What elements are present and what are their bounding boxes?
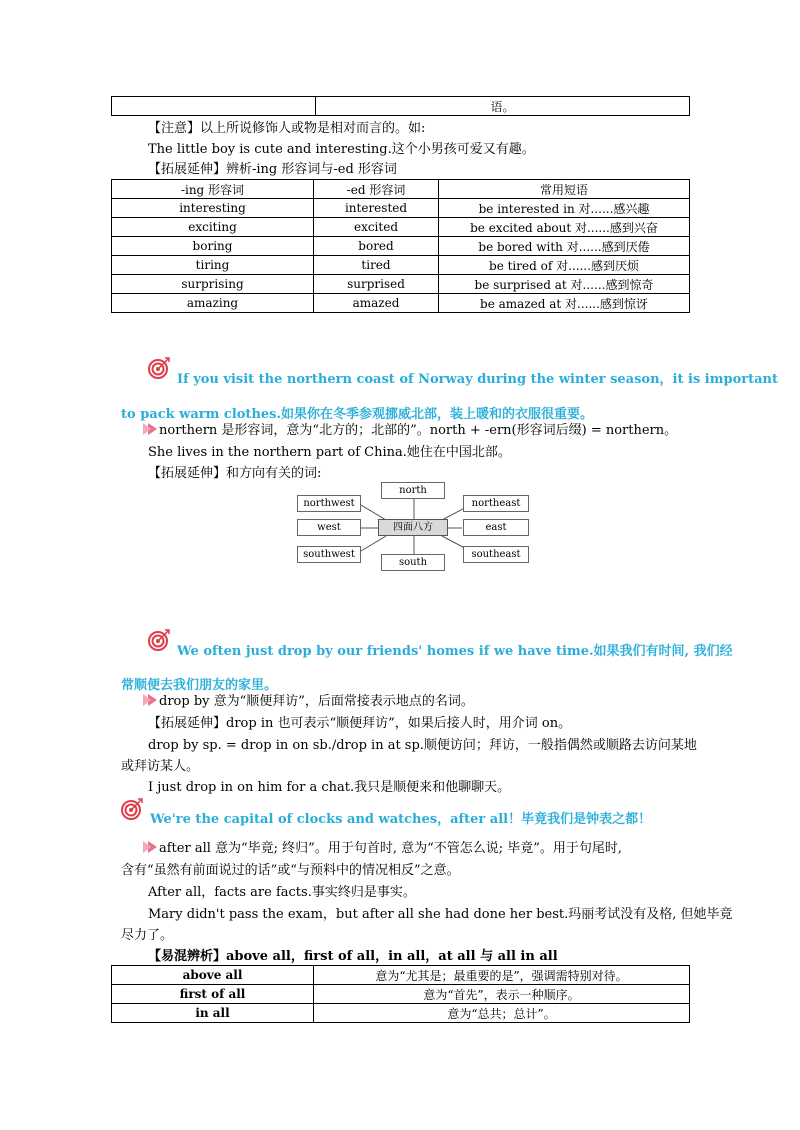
table-row: [112, 218, 690, 237]
table-row: [112, 199, 690, 218]
top-table-cell: 语。: [316, 97, 690, 116]
direction-south: south: [381, 554, 445, 571]
table-row: [112, 256, 690, 275]
table-cell: surprised: [314, 275, 439, 294]
table-cell: surprising: [112, 275, 314, 294]
section-heading-continued: to pack warm clothes.如果你在冬季参观挪威北部，装上暖和的衣服很重要。: [121, 407, 594, 422]
direction-east: east: [463, 519, 529, 536]
section-heading-continued: 常顺便去我们朋友的家里。: [121, 678, 278, 693]
top-table: [111, 96, 690, 116]
table-header: -ing 形容词: [112, 180, 314, 199]
table-header: -ed 形容词: [314, 180, 439, 199]
table-row: [112, 275, 690, 294]
arrow-marker-icon: [148, 423, 157, 435]
paragraph-text: drop by 意为“顺便拜访”，后面常接表示地点的名词。: [159, 694, 474, 709]
example-sentence: She lives in the northern part of China.她住在中国北部。: [148, 445, 511, 460]
paragraph: [148, 693, 474, 711]
table-cell: interesting: [112, 199, 314, 218]
direction-southeast: southeast: [463, 546, 529, 563]
table-cell-phrase: first of all: [112, 985, 314, 1004]
example-sentence: After all，facts are facts.事实终归是事实。: [148, 885, 416, 900]
paragraph: drop by sp. = drop in on sb./drop in at sp.顺便访问；拜访，一般指偶然或顺路去访问某地: [148, 738, 697, 753]
direction-center: 四面八方: [378, 519, 448, 536]
target-icon: [148, 629, 170, 651]
table-cell: be bored with 对......感到厌倦: [439, 237, 690, 256]
direction-northeast: northeast: [463, 495, 529, 512]
table-cell: amazed: [314, 294, 439, 313]
table-cell-meaning: 意为“首先”，表示一种顺序。: [314, 985, 690, 1004]
paragraph-continued: 含有“虽然有前面说过的话”或“与预料中的情况相反”之意。: [121, 863, 460, 878]
table-cell-meaning: 意为“尤其是；最重要的是”，强调需特别对待。: [314, 966, 690, 985]
table-row: [112, 985, 690, 1004]
paragraph-continued: 或拜访某人。: [121, 759, 200, 774]
target-icon: [148, 357, 170, 379]
section-heading: If you visit the northern coast of Norway during the winter season，it is important: [177, 372, 778, 387]
table-cell: excited: [314, 218, 439, 237]
direction-west: west: [297, 519, 361, 536]
target-icon: [121, 798, 143, 820]
table-row: [112, 966, 690, 985]
section-heading: We're the capital of clocks and watches，after all！毕竟我们是钟表之都！: [150, 812, 652, 827]
table-cell: tiring: [112, 256, 314, 275]
direction-southwest: southwest: [297, 546, 361, 563]
adjective-table: [111, 179, 690, 313]
paragraph: [148, 422, 677, 440]
table-cell-phrase: in all: [112, 1004, 314, 1023]
table-row: [112, 1004, 690, 1023]
phrase-table: [111, 965, 690, 1023]
paragraph-text: northern 是形容词，意为“北方的；北部的”。north + -ern(形容词后缀) = northern。: [159, 423, 678, 438]
table-cell-meaning: 意为“总共；总计”。: [314, 1004, 690, 1023]
note-line: 【注意】以上所说修饰人或物是相对而言的。如:: [148, 121, 426, 136]
confusable-heading: 【易混辨析】above all，first of all，in all，at all 与 all in all: [148, 949, 558, 964]
table-cell: be interested in 对......感兴趣: [439, 199, 690, 218]
table-cell: be surprised at 对......感到惊奇: [439, 275, 690, 294]
extension-heading: 【拓展延伸】和方向有关的词:: [148, 466, 322, 481]
top-table-cell-empty: [112, 97, 316, 116]
table-cell: be excited about 对......感到兴奋: [439, 218, 690, 237]
arrow-marker-icon: [148, 841, 157, 853]
arrow-marker-icon: [148, 694, 157, 706]
table-cell: exciting: [112, 218, 314, 237]
table-row: [112, 237, 690, 256]
direction-north: north: [381, 482, 445, 499]
table-cell: boring: [112, 237, 314, 256]
table-header-row: [112, 180, 690, 199]
section-heading: We often just drop by our friends' homes if we have time.如果我们有时间, 我们经: [177, 644, 733, 659]
table-cell: amazing: [112, 294, 314, 313]
table-cell: bored: [314, 237, 439, 256]
table-header: 常用短语: [439, 180, 690, 199]
table-row: [112, 294, 690, 313]
table-cell: be tired of 对......感到厌烦: [439, 256, 690, 275]
paragraph-text: after all 意为“毕竟; 终归”。用于句首时, 意为“不管怎么说; 毕竟”。用于句尾时,: [159, 841, 623, 856]
table-cell: tired: [314, 256, 439, 275]
table-cell: interested: [314, 199, 439, 218]
table-cell: be amazed at 对......感到惊讶: [439, 294, 690, 313]
extension-heading: 【拓展延伸】drop in 也可表示“顺便拜访”，如果后接人时，用介词 on。: [148, 716, 572, 731]
example-sentence: The little boy is cute and interesting.这个小男孩可爱又有趣。: [148, 142, 535, 157]
example-sentence: I just drop in on him for a chat.我只是顺便来和他聊聊天。: [148, 780, 511, 795]
paragraph: [148, 840, 622, 858]
table-cell-phrase: above all: [112, 966, 314, 985]
extension-heading: 【拓展延伸】辨析-ing 形容词与-ed 形容词: [148, 162, 397, 177]
example-sentence: Mary didn't pass the exam，but after all she had done her best.玛丽考试没有及格, 但她毕竟: [148, 907, 733, 922]
example-sentence-continued: 尽力了。: [121, 928, 174, 943]
direction-northwest: northwest: [297, 495, 361, 512]
